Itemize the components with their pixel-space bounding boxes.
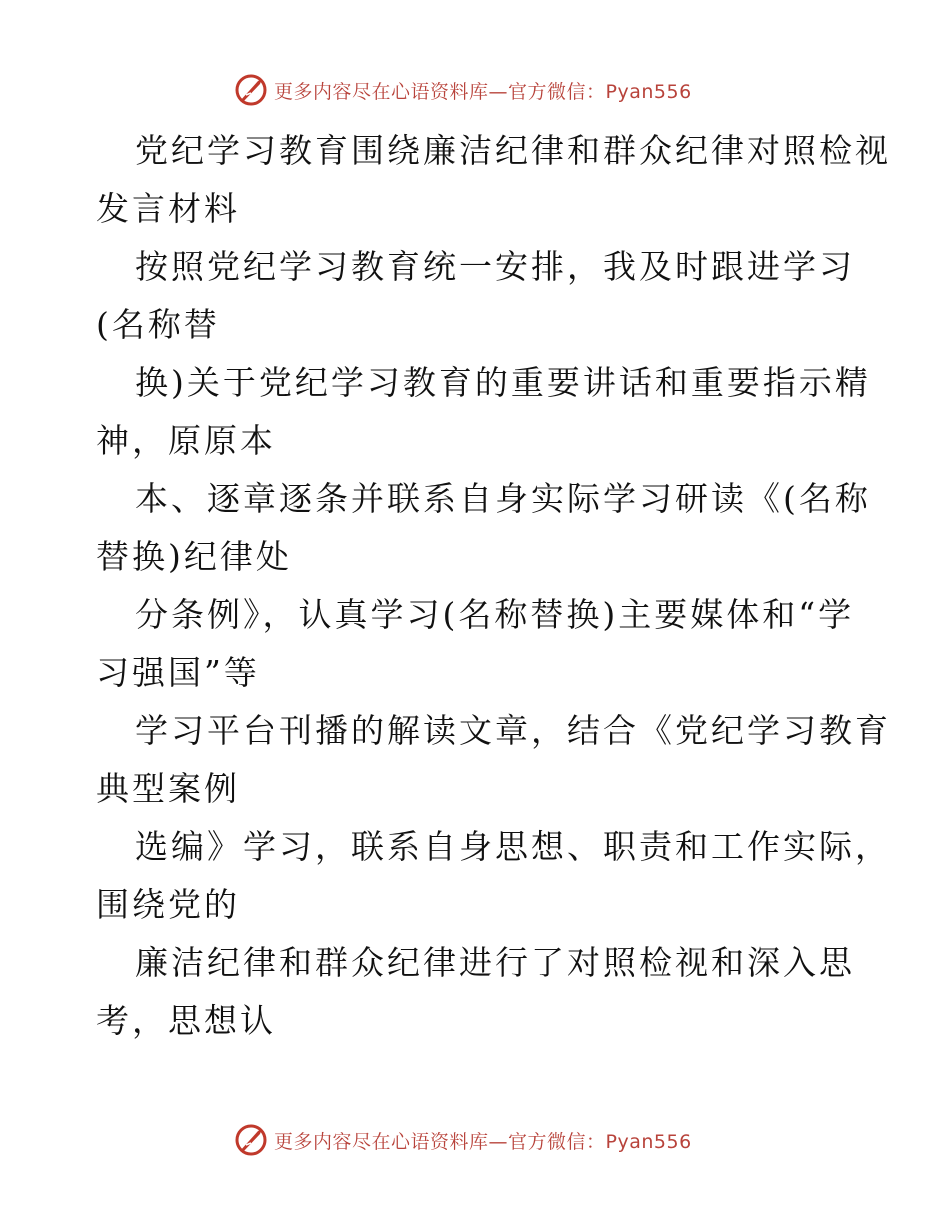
quill-logo-icon (234, 1123, 268, 1157)
text-line: 换)关于党纪学习教育的重要讲话和重要指示精 (135, 363, 871, 402)
document-body (0, 122, 950, 1050)
text-line: 按照党纪学习教育统一安排，我及时跟进学习 (135, 247, 855, 286)
text-line: 考，思想认 (96, 1001, 276, 1040)
header-watermark (234, 72, 692, 108)
watermark-text: 更多内容尽在心语资料库—官方微信：Pyan556 (274, 1130, 692, 1153)
footer-watermark (234, 1122, 692, 1158)
text-line: 廉洁纪律和群众纪律进行了对照检视和深入思 (135, 943, 855, 982)
text-line: 神，原原本 (96, 421, 276, 460)
text-line: (名称替 (96, 305, 220, 344)
text-line: 发言材料 (96, 189, 240, 228)
text-line: 学习平台刊播的解读文章，结合《党纪学习教育 (135, 711, 891, 750)
watermark-text: 更多内容尽在心语资料库—官方微信：Pyan556 (274, 80, 692, 103)
text-line: 习强国”等 (96, 653, 260, 692)
quill-logo-icon (234, 73, 268, 107)
text-line: 典型案例 (96, 769, 240, 808)
text-line: 选编》学习，联系自身思想、职责和工作实际， (135, 827, 891, 866)
text-line: 党纪学习教育围绕廉洁纪律和群众纪律对照检视 (135, 131, 891, 170)
text-line: 替换)纪律处 (96, 537, 292, 576)
text-line: 分条例》，认真学习(名称替换)主要媒体和“学 (135, 595, 855, 634)
text-line: 围绕党的 (96, 885, 240, 924)
text-line: 本、逐章逐条并联系自身实际学习研读《(名称 (135, 479, 871, 518)
